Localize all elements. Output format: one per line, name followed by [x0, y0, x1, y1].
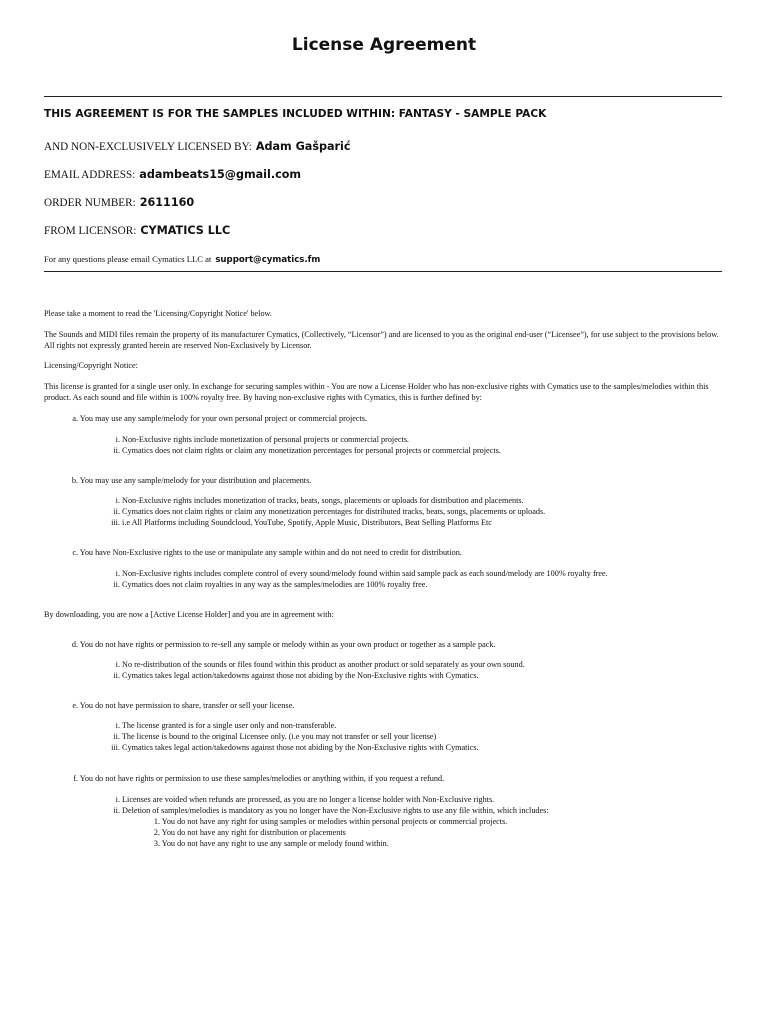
order-line — [44, 193, 194, 211]
email-value: adambeats15@gmail.com — [139, 168, 302, 181]
clause-a — [64, 414, 367, 425]
list-marker: ii. — [113, 806, 120, 815]
list-item — [104, 569, 608, 580]
list-item — [104, 795, 494, 806]
list-marker: ii. — [113, 732, 120, 741]
property-paragraph: The Sounds and MIDI files remain the property of its manufacturer Cymatics, (Collectively, “Licensor”) and are licensed to you as the original end-user (“Licensee”), for use subject to the provisions below. All rights not expressly granted herein are reserved Non-Exclusively by Licensor. — [44, 330, 719, 350]
list-marker: i. — [115, 496, 120, 505]
list-text: Non-Exclusive rights includes complete control of every sound/melody found within said sample pack as each sound/melody are 100% royalty free. — [122, 569, 608, 578]
list-marker: ii. — [113, 671, 120, 680]
licensor-line — [44, 221, 230, 239]
list-text: Cymatics takes legal action/takedowns against those not abiding by the Non-Exclusive rights with Cymatics. — [122, 743, 479, 752]
intro-paragraph: Please take a moment to read the 'Licensing/Copyright Notice' below. — [44, 309, 272, 318]
list-marker: i. — [115, 660, 120, 669]
list-marker: i. — [115, 795, 120, 804]
list-text: Licenses are voided when refunds are processed, as you are no longer a license holder with Non-Exclusive rights. — [122, 795, 495, 804]
list-text: Deletion of samples/melodies is mandatory as you no longer have the Non-Exclusive rights to use any file within, which includes: — [122, 806, 549, 815]
list-marker: ii. — [113, 446, 120, 455]
licensor-label: FROM LICENSOR: — [44, 225, 137, 237]
list-item — [104, 806, 549, 817]
page-title: License Agreement — [291, 35, 477, 55]
list-text: You do not have any right for using samples or melodies within personal projects or commercial projects. — [161, 817, 508, 826]
clause-text: You may use any sample/melody for your distribution and placements. — [79, 476, 312, 485]
clause-text: You do not have rights or permission to use these samples/melodies or anything within, if you request a refund. — [79, 774, 445, 783]
list-item — [144, 828, 346, 839]
top-divider — [44, 96, 722, 97]
list-text: The license is bound to the original Licensee only. (i.e you may not transfer or sell your license) — [121, 732, 437, 741]
notice-heading: Licensing/Copyright Notice: — [44, 361, 138, 370]
header-divider — [44, 271, 722, 272]
clause-e — [64, 701, 294, 712]
list-item — [104, 743, 479, 754]
list-item — [104, 580, 427, 591]
list-text: Cymatics does not claim rights or claim any monetization percentages for distributed tracks, beats, songs, placements or uploads. — [122, 507, 546, 516]
list-text: Cymatics takes legal action/takedowns against those not abiding by the Non-Exclusive rights with Cymatics. — [122, 671, 479, 680]
list-text: i.e All Platforms including Soundcloud, YouTube, Spotify, Apple Music, Distributors, Beat Selling Platforms Etc — [122, 518, 492, 527]
list-marker: ii. — [113, 507, 120, 516]
email-line — [44, 165, 301, 183]
list-item — [104, 518, 492, 529]
list-marker: 3. — [153, 839, 160, 848]
list-marker: 1. — [153, 817, 160, 826]
grant-paragraph: This license is granted for a single user only. In exchange for securing samples within - You are now a License Holder who has non-exclusive rights with Cymatics use to the samples/melodies within this product. As each sound and file within is 100% royalty free. By having non-exclusive rights with Cymatics, this is further defined by: — [44, 382, 709, 402]
agreement-paragraph: By downloading, you are now a [Active License Holder] and you are in agreement with: — [44, 610, 334, 619]
list-text: Non-Exclusive rights include monetization of personal projects or commercial projects. — [122, 435, 409, 444]
list-text: You do not have any right to use any sample or melody found within. — [161, 839, 389, 848]
clause-text: You have Non-Exclusive rights to the use or manipulate any sample within and do not need to credit for distribution. — [79, 548, 462, 557]
list-marker: i. — [115, 435, 120, 444]
list-text: Non-Exclusive rights includes monetization of tracks, beats, songs, placements or uploads for distribution and placements. — [122, 496, 524, 505]
clause-marker: c. — [72, 548, 78, 557]
agreement-heading: THIS AGREEMENT IS FOR THE SAMPLES INCLUDED WITHIN: FANTASY - SAMPLE PACK — [44, 108, 547, 120]
clause-f — [64, 774, 444, 785]
contact-email[interactable]: support@cymatics.fm — [215, 255, 321, 265]
order-number: 2611160 — [139, 196, 195, 209]
list-item — [104, 721, 336, 732]
clause-text: You do not have permission to share, transfer or sell your license. — [79, 701, 295, 710]
list-marker: iii. — [111, 518, 120, 527]
list-marker: i. — [115, 569, 120, 578]
contact-text: For any questions please email Cymatics LLC at — [44, 254, 212, 264]
list-marker: i. — [115, 721, 120, 730]
clause-marker: f. — [73, 774, 78, 783]
list-item — [104, 496, 524, 507]
list-item — [104, 446, 501, 457]
list-marker: iii. — [111, 743, 120, 752]
list-text: Cymatics does not claim royalties in any way as the samples/melodies are 100% royalty free. — [122, 580, 428, 589]
licensor-value: CYMATICS LLC — [140, 224, 231, 237]
clause-text: You may use any sample/melody for your own personal project or commercial projects. — [79, 414, 367, 423]
licensee-label: AND NON-EXCLUSIVELY LICENSED BY: — [44, 141, 252, 153]
email-label: EMAIL ADDRESS: — [44, 169, 136, 181]
list-item — [104, 507, 545, 518]
clause-d — [64, 640, 496, 651]
clause-b — [64, 476, 311, 487]
contact-line — [44, 249, 320, 267]
order-label: ORDER NUMBER: — [44, 197, 136, 209]
clause-marker: e. — [72, 701, 78, 710]
list-text: No re-distribution of the sounds or files found within this product as another product or sold separately as your own sound. — [122, 660, 525, 669]
list-item — [104, 660, 525, 671]
clause-text: You do not have rights or permission to re-sell any sample or melody within as your own product or together as a sample pack. — [79, 640, 496, 649]
list-marker: ii. — [113, 580, 120, 589]
list-item — [144, 817, 507, 828]
list-text: The license granted is for a single user only and non-transferable. — [121, 721, 337, 730]
list-marker: 2. — [153, 828, 160, 837]
clause-marker: b. — [71, 476, 78, 485]
list-item — [104, 732, 436, 743]
licensee-line — [44, 137, 351, 155]
clause-marker: a. — [72, 414, 78, 423]
list-item — [144, 839, 389, 850]
clause-c — [64, 548, 462, 559]
licensee-name: Adam Gašparić — [255, 140, 351, 153]
list-text: You do not have any right for distribution or placements — [161, 828, 346, 837]
clause-marker: d. — [71, 640, 78, 649]
list-item — [104, 671, 479, 682]
list-text: Cymatics does not claim rights or claim any monetization percentages for personal projects or commercial projects. — [122, 446, 501, 455]
list-item — [104, 435, 409, 446]
